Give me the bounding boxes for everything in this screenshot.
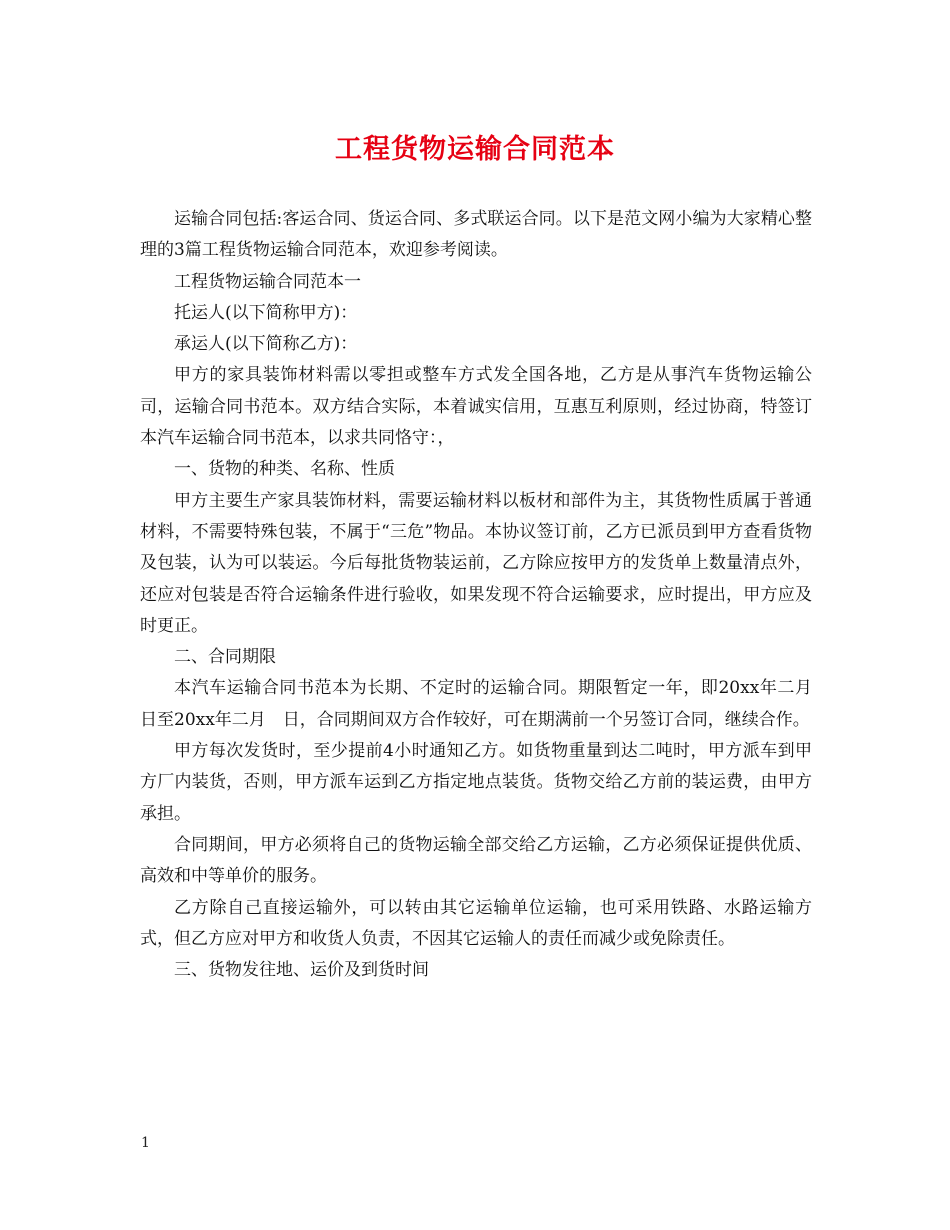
- paragraph-notice: 甲方每次发货时，至少提前4小时通知乙方。如货物重量到达二吨时，甲方派车到甲方厂内装货，否则，甲方派车运到乙方指定地点装货。货物交给乙方前的装运费，由甲方承担。: [140, 741, 812, 824]
- page-number: 1: [141, 1135, 150, 1151]
- paragraph-goods: 甲方主要生产家具装饰材料，需要运输材料以板材和部件为主，其货物性质属于普通材料，不需要特殊包装，不属于“三危”物品。本协议签订前，乙方已派员到甲方查看货物及包装，认为可以装运。今后每批货物装运前，乙方除应按甲方的发货单上数量清点外，还应对包装是否符合运输条件进行验收，如果发现不符合运输要求，应时提出，甲方应及时更正。: [140, 490, 812, 636]
- paragraph-term: 本汽车运输合同书范本为长期、不定时的运输合同。期限暂定一年，即20xx年二月 日至20xx年二月 日，合同期间双方合作较好，可在期满前一个另签订合同，继续合作。: [140, 678, 829, 730]
- paragraph-intro: 运输合同包括:客运合同、货运合同、多式联运合同。以下是范文网小编为大家精心整理的3篇工程货物运输合同范本，欢迎参考阅读。: [140, 209, 812, 261]
- document-body: [140, 204, 829, 986]
- section-heading-destination: 三、货物发往地、运价及到货时间: [174, 960, 429, 981]
- paragraph-preamble: 甲方的家具装饰材料需以零担或整车方式发全国各地，乙方是从事汽车货物运输公司，运输合同书范本。双方结合实际，本着诚实信用，互惠互利原则，经过协商，特签订本汽车运输合同书范本，以求共同恪守：，: [140, 365, 812, 449]
- section-heading-goods: 一、货物的种类、名称、性质: [174, 459, 395, 480]
- paragraph-subcontract: 乙方除自己直接运输外，可以转由其它运输单位运输，也可采用铁路、水路运输方式，但乙方应对甲方和收货人负责，不因其它运输人的责任而减少或免除责任。: [140, 897, 812, 949]
- document-title: 工程货物运输合同范本: [335, 134, 615, 165]
- paragraph-carrier: 承运人(以下简称乙方)：: [174, 334, 358, 355]
- paragraph-exclusive: 合同期间，甲方必须将自己的货物运输全部交给乙方运输，乙方必须保证提供优质、高效和中等单价的服务。: [140, 834, 812, 887]
- paragraph-shipper: 托运人(以下简称甲方)：: [174, 302, 358, 323]
- paragraph-sample-heading: 工程货物运输合同范本一: [174, 271, 361, 292]
- section-heading-term: 二、合同期限: [174, 647, 276, 668]
